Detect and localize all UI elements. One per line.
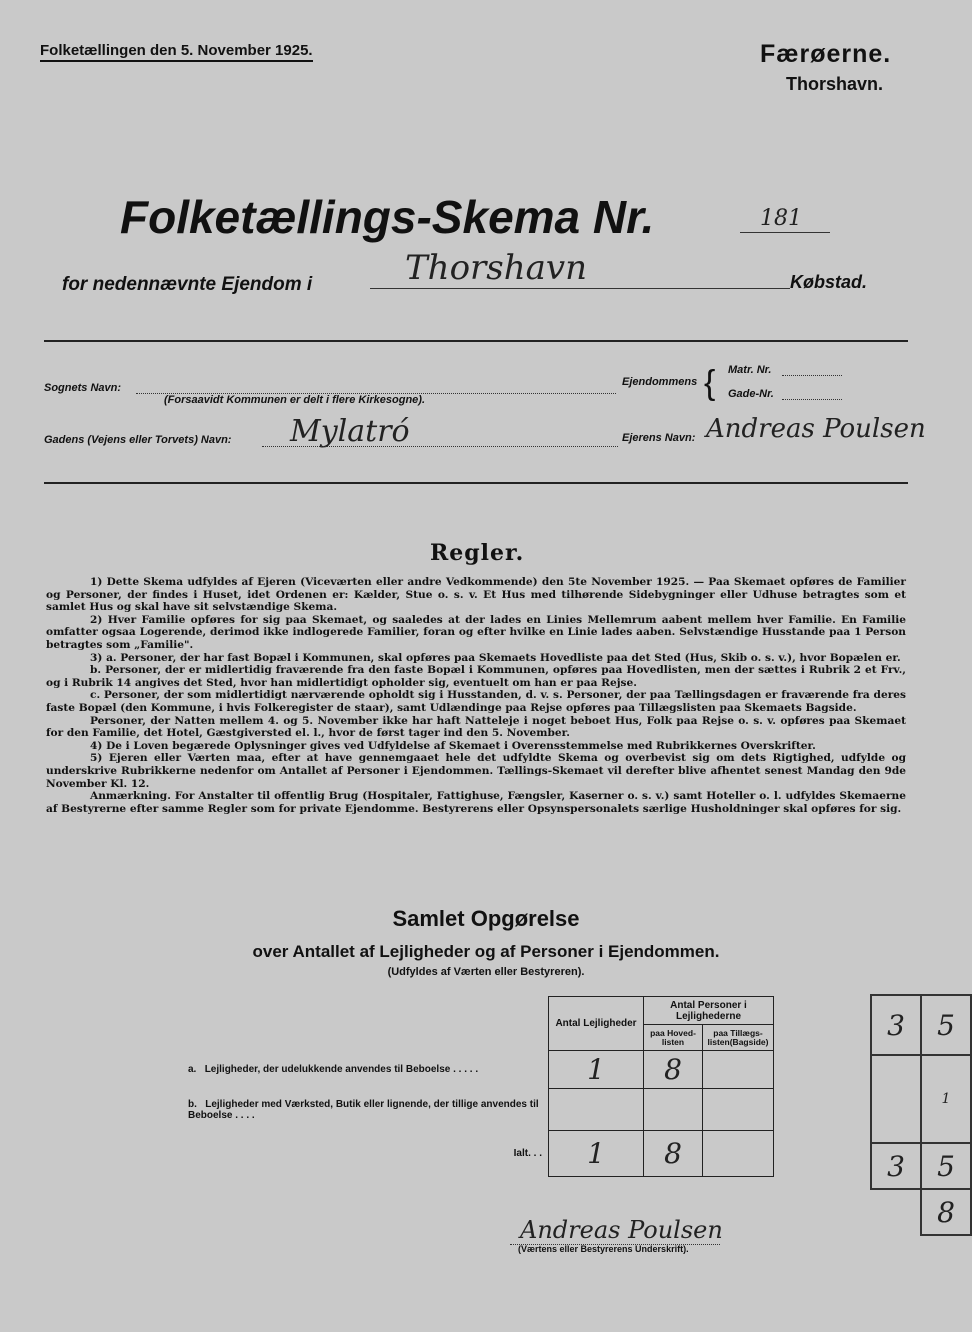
rule-paragraph: Personer, der Natten mellem 4. og 5. November ikke har haft Natteleje i noget beboet Hus, Folk paa Rejse o. s. v. opføres paa Skemaet for den Familie, det Hotel, Gæstgiversted el. l., hvor de først tager ind den 5. November.: [46, 714, 906, 740]
matr-line: [782, 375, 842, 376]
gadens-label: Gadens (Vejens eller Torvets) Navn:: [44, 434, 232, 446]
tally-cell: 8: [921, 1189, 971, 1235]
tally-cell: 3: [871, 1143, 921, 1189]
place-line: [370, 288, 790, 289]
census-date-heading: Folketællingen den 5. November 1925.: [40, 42, 313, 62]
summary-title: Samlet Opgørelse: [392, 906, 580, 931]
divider-top: [44, 340, 908, 342]
sogn-note: (Forsaavidt Kommunen er delt i flere Kirkesogne).: [164, 394, 426, 406]
side-tally-table: [870, 994, 972, 1236]
gade-handwritten: Mylatró: [290, 414, 410, 449]
row-text: Lejligheder, der udelukkende anvendes til Beboelse . . . . .: [204, 1064, 479, 1075]
signature-label: (Værtens eller Bestyrerens Underskrift).: [518, 1244, 689, 1254]
owner-signature: Andreas Poulsen: [520, 1216, 723, 1244]
col-tillaeg: paa Tillægs-listen(Bagside): [703, 1025, 774, 1051]
rule-paragraph: b. Personer, der er midlertidig fraværende fra den faste Bopæl i Kommunen, opføres paa Hovedlisten, men der sættes i Rubrik 2 et Frv., og i Rubrik 14 angives det Sted, hvor han midlertidigt opholder sig, eventuelt om han er paa Rejse.: [46, 664, 906, 689]
region-heading: Færøerne.: [760, 40, 892, 68]
kobstad-label: Købstad.: [790, 272, 868, 292]
rule-paragraph: 5) Ejeren eller Værten maa, efter at have gennemgaaet hele det udfyldte Skema og overbevist sig om dets Rigtighed, udfylde og underskrive Rubrikkerne nedenfor om Antallet af Personer i Ejendommen. Tællings-Skemaet vil derefter blive afhentet senest Mandag den 9de November Kl. 12.: [46, 752, 906, 790]
tally-cell: [871, 1055, 921, 1143]
gade-nr-label: Gade-Nr.: [728, 388, 774, 400]
summary-blank-header: [184, 997, 549, 1051]
table-row: [184, 1051, 774, 1089]
row-letter: b.: [188, 1098, 197, 1110]
summary-subtitle: over Antallet af Lejligheder og af Personer i Ejendommen.: [252, 942, 720, 961]
row-b-label: [184, 1089, 549, 1131]
gade-line: [262, 446, 618, 447]
rules-text: [46, 576, 906, 815]
summary-table: [184, 996, 774, 1177]
row-letter: a.: [188, 1064, 197, 1075]
row-b-lejligheder: [549, 1089, 644, 1131]
tally-blank: [871, 1189, 921, 1235]
table-row: [184, 1131, 774, 1177]
rule-paragraph: 1) Dette Skema udfyldes af Ejeren (Viceværten eller andre Vedkommende) den 5te November 1925. — Paa Skemaet opføres de Familier og Personer, der findes i Huset, idet Ordenen er: Kælder, Stue o. s. v. Et Hus med tilhørende Sidebygninger eller Udhuse betragtes som et samlet Hus og skal have sit selvstændige Skema.: [46, 576, 906, 614]
ejer-label: Ejerens Navn:: [622, 432, 696, 444]
total-label: Ialt. . .: [184, 1131, 549, 1177]
sogn-label: Sognets Navn:: [44, 382, 122, 394]
ejer-handwritten: Andreas Poulsen: [706, 414, 926, 444]
divider-bottom: [44, 482, 908, 484]
row-a-label: [184, 1051, 549, 1089]
rules-title: Regler.: [430, 540, 525, 566]
tally-cell: 5: [921, 995, 971, 1055]
form-number-line: [740, 232, 830, 233]
rule-paragraph: c. Personer, der som midlertidigt nærværende opholdt sig i Husstanden, d. v. s. Personer, der paa Tællingsdagen er fraværende fra deres faste Bopæl (den Kommune, i hvis Folkeregister de staar), samt Udlændinge paa Rejse opføres paa Tillægslisten paa Skemaets Bagside.: [46, 689, 906, 714]
tally-cell: 1: [921, 1055, 971, 1143]
total-tillaeg: [703, 1131, 774, 1177]
summary-note: (Udfyldes af Værten eller Bestyreren).: [387, 966, 585, 978]
row-text: Lejligheder med Værksted, Butik eller lignende, der tillige anvendes til Beboelse . . . .: [188, 1098, 539, 1121]
for-property-label: for nedennævnte Ejendom i: [62, 274, 313, 295]
total-hovedliste: 8: [644, 1131, 703, 1177]
form-number: 181: [760, 206, 802, 231]
total-lejligheder: 1: [549, 1131, 644, 1177]
brace: {: [704, 364, 716, 402]
rule-paragraph: Anmærkning. For Anstalter til offentlig Brug (Hospitaler, Fattighuse, Fængsler, Kaserner o. s. v.) samt Hoteller o. l. udfyldes Skemaerne af Bestyrerne efter samme Regler som for private Ejendomme. Bestyrerens eller Opsynspersonalets særlige Husholdninger skal opføres for sig.: [46, 790, 906, 815]
tally-cell: 3: [871, 995, 921, 1055]
col-antal-lejligheder: Antal Lejligheder: [549, 997, 644, 1051]
row-b-tillaeg: [703, 1089, 774, 1131]
ejendommens-label: Ejendommens: [622, 376, 698, 388]
form-title: Folketællings-Skema Nr.: [120, 191, 655, 243]
rule-paragraph: 3) a. Personer, der har fast Bopæl i Kommunen, skal opføres paa Skemaets Hovedliste paa det Sted (Hus, Skib o. s. v.), hvor Bopælen er.: [90, 651, 901, 664]
row-a-hovedliste: 8: [644, 1051, 703, 1089]
table-row: [184, 1089, 774, 1131]
gade-nr-line: [782, 399, 842, 400]
row-a-lejligheder: 1: [549, 1051, 644, 1089]
tally-cell: 5: [921, 1143, 971, 1189]
place-handwritten: Thorshavn: [405, 248, 588, 288]
row-b-hovedliste: [644, 1089, 703, 1131]
town-heading: Thorshavn.: [786, 74, 884, 94]
rule-paragraph: 4) De i Loven begærede Oplysninger gives ved Udfyldelse af Skemaet i Overensstemmelse med Rubrikkernes Overskrifter.: [90, 739, 816, 752]
matr-label: Matr. Nr.: [728, 364, 772, 376]
rule-paragraph: 2) Hver Familie opføres for sig paa Skemaet, og saaledes at der lades en Linies Mellemrum aabent mellem hver Familie. En Familie omfatter ogsaa Logerende, derimod ikke indlogerede Familier, foran og efter hvilke en Linie lades aaben. Selvstændige Husstande paa 1 Person betragtes som „Familie".: [46, 613, 906, 651]
row-a-tillaeg: [703, 1051, 774, 1089]
col-antal-personer: Antal Personer i Lejlighederne: [644, 997, 774, 1025]
col-hovedliste: paa Hoved-listen: [644, 1025, 703, 1051]
